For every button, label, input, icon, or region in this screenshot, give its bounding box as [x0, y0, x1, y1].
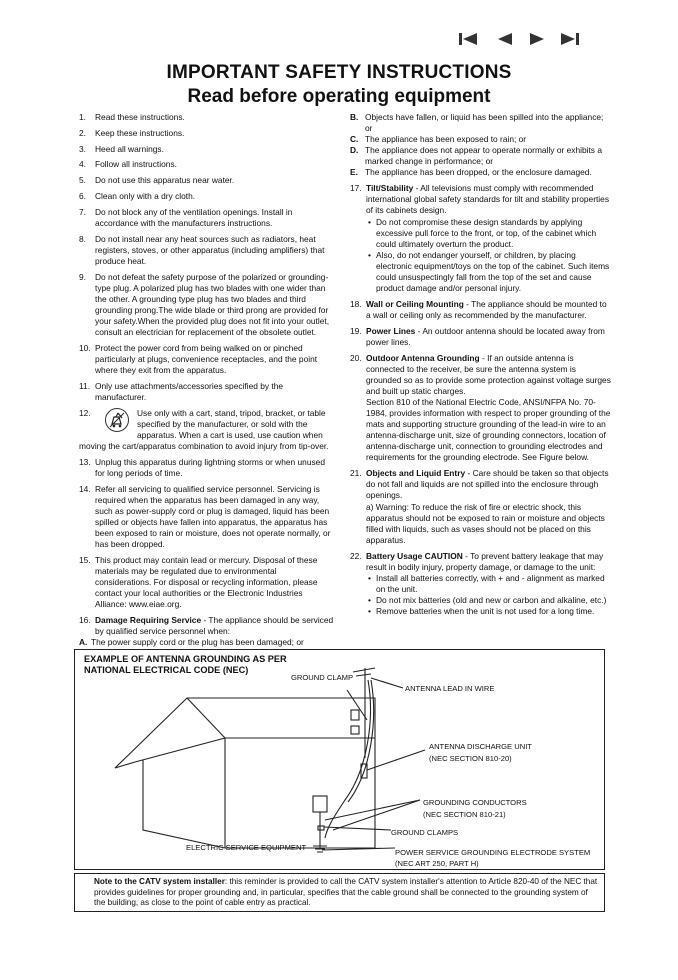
sub-item: B. Objects have fallen, or liquid has been spilled into the appliance; or: [350, 112, 604, 134]
grounding-conductors-label: GROUNDING CONDUCTORS (NEC SECTION 810-21): [423, 798, 527, 819]
sub-item: D. The appliance does not appear to operate normally or exhibits a marked change in performance; or: [350, 145, 602, 167]
list-item: 21. Objects and Liquid Entry - Care should be taken so that objects do not fall and liquids are not spilled into the enclosure through openings. a) Warning: To reduce the risk of fire or electric shock, this apparatus should not be exposed to rain or moisture and objects filled with liquids, such as vases should not be placed on this apparatus.: [350, 468, 612, 546]
ground-clamps-label: GROUND CLAMPS: [391, 828, 459, 837]
paragraph: Section 810 of the National Electric Code, ANSI/NFPA No. 70-1984, provides information with respect to proper grounding of the mats and supporting structure grounding of the lead-in wire to an antenna-discharge unit, size of grounding connectors, location of antenna-discharge unit, connection to grounding electrodes and requirements for the grounding electrode. See Figure below.: [366, 397, 611, 463]
list-item: 17. Tilt/Stability - All televisions must comply with recommended international global safety standards for tilt and stability properties of its cabinets design. • Do not compromise these design standards by applying excessive pull force to the front, or top, of the cabinet which could ultimately overturn the product. • Also, do not endanger yourself, or children, by placing electronic equipment/toys on the top of the cabinet. Such items could unsuspectingly fall from the top of the set and cause product damage and/or personal injury.: [350, 183, 612, 294]
antenna-grounding-diagram: [74, 649, 605, 870]
skip-to-last-icon[interactable]: [556, 28, 586, 50]
list-item: 5. Do not use this apparatus near water.: [79, 175, 235, 186]
list-item: 15. This product may contain lead or mercury. Disposal of these materials may be regulated due to environmental considerations. For disposal or recycling information, please contact your local authorities or the Electronic Industries Alliance: www.eiae.org.: [79, 554, 318, 610]
bullet-item: • Do not mix batteries (old and new or carbon and alkaline, etc.): [366, 595, 612, 606]
right-column: [350, 112, 612, 622]
list-item: 19. Power Lines - An outdoor antenna should be located away from power lines.: [350, 325, 605, 347]
list-item: 18. Wall or Ceiling Mounting - The appliance should be mounted to a wall or ceiling only as recommended by the manufacturer.: [350, 298, 607, 320]
bullet-item: • Install all batteries correctly, with + and - alignment as marked on the unit.: [366, 573, 612, 595]
sub-item: E. The appliance has been dropped, or the enclosure damaged.: [350, 167, 592, 178]
page-subtitle: Read before operating equipment: [187, 86, 491, 107]
sub-item: C. The appliance has been exposed to rain; or: [350, 134, 527, 145]
page-title: IMPORTANT SAFETY INSTRUCTIONS: [166, 62, 512, 83]
previous-icon[interactable]: [492, 28, 522, 50]
sub-item: A. The power supply cord or the plug has been damaged; or: [79, 637, 304, 648]
bullet-item: • Do not compromise these design standards by applying excessive pull force to the front, or top, of the cabinet which could ultimately overturn the product.: [366, 217, 612, 250]
list-item: 12. Use only with a cart, stand, tripod, bracket, or table specified by the manufacturer, or sold with the apparatus. When a cart is used, use caution when moving the cart/apparatus combination to avoid injury from tip-over.: [79, 407, 329, 451]
catv-installer-note: [74, 873, 605, 912]
list-item: 14. Refer all servicing to qualified service personnel. Servicing is required when the apparatus has been damaged in any way, such as power-supply cord or plug is damaged, liquid has been spilled or objects have fallen into apparatus, the apparatus has been exposed to rain or moisture, does not operate normally, or has been dropped.: [79, 483, 331, 550]
antenna-lead-label: ANTENNA LEAD IN WIRE: [405, 684, 495, 693]
note-heading: Note to the CATV system installer: [94, 877, 225, 886]
list-item: 10. Protect the power cord from being walked on or pinched particularly at plugs, convenience receptacles, and the point where they exit from the apparatus.: [79, 342, 318, 375]
list-item: 6. Clean only with a dry cloth.: [79, 190, 196, 201]
left-column: [79, 112, 335, 648]
list-item: 9. Do not defeat the safety purpose of the polarized or grounding-type plug. A polarized plug has two blades with one wider than the other. A grounding type plug has two blades and third grounding prong.The wide blade or third prong are provided for your safety.When the provided plug does not fit into your outlet, consult an electrician for replacement of the obsolete outlet.: [79, 271, 330, 337]
list-item: 13. Unplug this apparatus during lightning storms or when unused for long periods of time.: [79, 456, 325, 478]
list-item: 16. Damage Requiring Service - The appliance should be serviced by qualified service personnel when:: [79, 614, 334, 637]
ground-clamp-label: GROUND CLAMP: [291, 673, 354, 682]
skip-to-first-icon[interactable]: [456, 28, 486, 50]
list-item: 8. Do not install near any heat sources such as radiators, heat registers, stoves, or other apparatus (including amplifiers) that produce heat.: [79, 233, 325, 266]
diagram-title: EXAMPLE OF ANTENNA GROUNDING AS PER NATIONAL ELECTRICAL CODE (NEC): [84, 654, 287, 675]
page-navigation: [458, 28, 678, 50]
list-item: 3. Heed all warnings.: [79, 143, 164, 154]
bullet-item: • Also, do not endanger yourself, or children, by placing electronic equipment/toys on the top of the cabinet. Such items could unsuspectingly fall from the top of the set and cause product damage and/or personal injury.: [366, 250, 612, 294]
next-icon[interactable]: [524, 28, 554, 50]
electrode-system-label: POWER SERVICE GROUNDING ELECTRODE SYSTEM (NEC ART 250, PART H): [395, 848, 591, 868]
list-item: 22. Battery Usage CAUTION - To prevent battery leakage that may result in bodily injury, property damage, or damage to the unit: • Install all batteries correctly, with + and - alignment as marked on the unit. • Do not mix batteries (old and new or carbon and alkaline, etc.) • Remove batteries when the unit is not used for a long time.: [350, 551, 612, 618]
cart-warning-icon: [105, 408, 129, 432]
service-equipment-label: ELECTRIC SERVICE EQUIPMENT: [186, 843, 307, 852]
list-item: 2. Keep these instructions.: [79, 127, 185, 138]
note-text: : this reminder is provided to call the CATV system installer's attention to Article 820-40 of the NEC that provides guidelines for proper grounding and, in particular, specifies that the cable ground shall be connected to the grounding system of the building, as close to the point of cable entry as practical.: [94, 877, 598, 908]
list-item: 1. Read these instructions.: [79, 112, 185, 122]
paragraph: a) Warning: To reduce the risk of fire or electric shock, this apparatus should not be exposed to rain or moisture and objects filled with liquids, such as vases should not be placed on this apparatus.: [366, 501, 605, 545]
list-item: 11. Only use attachments/accessories specified by the manufacturer.: [79, 380, 284, 402]
list-item: 4. Follow all instructions.: [79, 159, 177, 170]
list-item: 7. Do not block any of the ventilation openings. Install in accordance with the manufacturers instructions.: [79, 206, 293, 228]
bullet-item: • Remove batteries when the unit is not used for a long time.: [366, 606, 612, 617]
list-item: 20. Outdoor Antenna Grounding - If an outside antenna is connected to the receiver, be sure the antenna system is grounded so as to provide some protection against voltage surges and built up static charges. Section 810 of the National Electric Code, ANSI/NFPA No. 70-1984, provides information with respect to proper grounding of the mats and supporting structure grounding of the lead-in wire to an antenna-discharge unit, size of grounding connectors, location of antenna-discharge unit, connection to grounding electrodes and requirements for the grounding electrode. See Figure below.: [350, 352, 611, 463]
discharge-unit-label: ANTENNA DISCHARGE UNIT (NEC SECTION 810-20): [429, 742, 532, 763]
